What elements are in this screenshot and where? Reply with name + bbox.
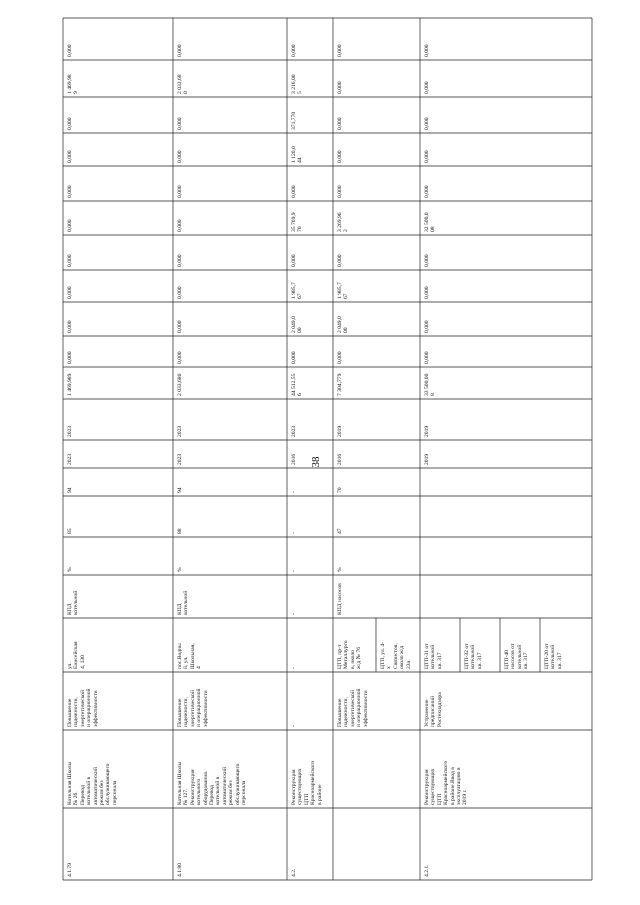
row_4_2_1-c2-cell: 0,000 xyxy=(424,320,430,333)
row_4_1_79-unit-cell: % xyxy=(67,567,73,572)
row_4_2_1-c3-cell: 0,000 xyxy=(424,286,430,299)
row_4_2-c4-cell: 0,000 xyxy=(291,254,297,267)
row_4_2-indicator-cell: - xyxy=(291,613,297,615)
row_4_2_1-sub3-cell: ЦТП-40 насосов от котельной кв. 317 xyxy=(504,643,530,669)
row_4_1_79-address-cell: ул. Енисейская 4, 130 xyxy=(67,641,86,669)
row_4_2-c1-cell: 0,000 xyxy=(291,351,297,364)
row_4_2-c5-cell: 35 769,9 70 xyxy=(291,212,304,232)
row_4_1_80-c2-cell: 0,000 xyxy=(177,320,183,333)
row_4_2-total-cell: 44 512,55 6 xyxy=(291,373,304,396)
row_4_2_purpose-total-cell: 7 304,779 xyxy=(337,373,343,396)
row_4_1_80-c9-cell: 2 033,68 0 xyxy=(177,74,190,94)
row_4_1_80-indicator-cell: КПД котельной xyxy=(177,590,190,615)
row_4_2_purpose-indicator-cell: КПД насосов xyxy=(337,583,343,615)
row_4_1_79-c7-cell: 0,000 xyxy=(67,150,73,163)
row_4_2_1-year-end-cell: 2019 xyxy=(424,425,430,437)
row_4_2-c3-cell: 1 985,7 67 xyxy=(291,282,304,299)
row_4_2-c10-cell: 0,000 xyxy=(291,44,297,57)
row_4_2_purpose-c6-cell: 0,000 xyxy=(337,185,343,198)
row_4_2_purpose-val-before-cell: 47 xyxy=(337,528,343,534)
row_4_1_79-c10-cell: 0,000 xyxy=(67,44,73,57)
row_4_2-val-after-cell: - xyxy=(291,491,297,493)
row_4_1_79-val-before-cell: 85 xyxy=(67,528,73,534)
row_4_2-val-before-cell: - xyxy=(291,532,297,534)
row_4_1_80-c8-cell: 0,000 xyxy=(177,117,183,130)
row_4_2_1-sub1-cell: ЦТП-31 от котельной кв. 317 xyxy=(424,643,443,669)
row_4_1_79-no-cell: 4.1.79 xyxy=(67,863,73,877)
row_4_2_purpose-address2-cell: ЦТП, ул. 4- х Связистов, около ж/д 23а xyxy=(380,641,412,669)
row_4_2_purpose-address-cell: ЦТП, пр-т Металлурго в, около ж/д № 76 xyxy=(337,640,363,669)
row_4_2_1-c9-cell: 0,000 xyxy=(424,81,430,94)
row_4_1_79-indicator-cell: КПД котельной xyxy=(67,590,80,615)
row_4_1_80-c5-cell: 0,000 xyxy=(177,219,183,232)
row_4_2_1-c1-cell: 0,000 xyxy=(424,351,430,364)
row_4_2_1-purpose-cell: Устранение предписаний Ростехнадзора xyxy=(424,692,443,727)
row_4_2_purpose-c8-cell: 0,000 xyxy=(337,117,343,130)
row_4_1_79-c3-cell: 0,000 xyxy=(67,286,73,299)
row_4_1_79-val-after-cell: 94 xyxy=(67,487,73,493)
row_4_2_purpose-c10-cell: 0,000 xyxy=(337,44,343,57)
row_4_1_79-year-start-cell: 2023 xyxy=(67,453,73,465)
row_4_1_80-c7-cell: 0,000 xyxy=(177,150,183,163)
page-number: 38 xyxy=(310,456,322,468)
row_4_2_purpose-c7-cell: 0,000 xyxy=(337,150,343,163)
row_4_2_1-c4-cell: 0,000 xyxy=(424,254,430,267)
row_4_1_80-val-before-cell: 88 xyxy=(177,528,183,534)
row_4_1_79-c6-cell: 0,000 xyxy=(67,185,73,198)
row_4_1_79-c9-cell: 1 469,98 9 xyxy=(67,74,80,94)
row_4_1_80-total-cell: 2 033,680 xyxy=(177,373,183,396)
row_4_1_79-purpose-cell: Повышение надежности, энергетической и операционной эффективности xyxy=(67,688,99,727)
row_4_2_1-c8-cell: 0,000 xyxy=(424,117,430,130)
row_4_1_80-c4-cell: 0,000 xyxy=(177,254,183,267)
row_4_2_1-sub2-cell: ЦТП-32 от котельной кв. 317 xyxy=(464,643,483,669)
row_4_2_purpose-c3-cell: 1 985,7 67 xyxy=(337,282,350,299)
row_4_2_1-c5-cell: 32 500,0 08 xyxy=(424,212,437,232)
row_4_2_purpose-unit-cell: % xyxy=(337,567,343,572)
row_4_1_79-c2-cell: 0,000 xyxy=(67,320,73,333)
row_4_1_80-unit-cell: % xyxy=(177,567,183,572)
row_4_1_80-c3-cell: 0,000 xyxy=(177,286,183,299)
row_4_1_80-c1-cell: 0,000 xyxy=(177,351,183,364)
row_4_2_purpose-c4-cell: 0,000 xyxy=(337,254,343,267)
row_4_1_80-val-after-cell: 94 xyxy=(177,487,183,493)
row_4_1_79-c8-cell: 0,000 xyxy=(67,117,73,130)
row_4_2-c7-cell: 1 120,0 44 xyxy=(291,146,304,163)
row_4_2_1-year-start-cell: 2019 xyxy=(424,453,430,465)
row_4_2-c2-cell: 2 049,0 00 xyxy=(291,316,304,333)
row_4_2_purpose-c2-cell: 2 049,0 00 xyxy=(337,316,350,333)
row_4_2-c9-cell: 3 216,00 5 xyxy=(291,74,304,94)
row_4_1_80-purpose-cell: Повышение надежности, энергетической и операционной эффективности xyxy=(177,688,209,727)
row_4_2_1-c7-cell: 0,000 xyxy=(424,150,430,163)
row_4_2-address-cell: - xyxy=(291,667,297,669)
row_4_2-c6-cell: 0,000 xyxy=(291,185,297,198)
row_4_2_purpose-val-after-cell: 70 xyxy=(337,487,343,493)
row_4_2-purpose-cell: - xyxy=(291,725,297,727)
row_4_2-no-cell: 4.2. xyxy=(291,868,297,877)
row_4_1_79-c4-cell: 0,000 xyxy=(67,254,73,267)
row_4_2_1-c6-cell: 0,000 xyxy=(424,185,430,198)
row_4_2-c8-cell: 371,770 xyxy=(291,111,297,130)
row_4_2_1-c10-cell: 0,000 xyxy=(424,44,430,57)
row_4_2-year-end-cell: 2023 xyxy=(291,425,297,437)
row_4_2_purpose-c9-cell: 0,000 xyxy=(337,81,343,94)
row_4_1_80-year-start-cell: 2023 xyxy=(177,453,183,465)
row_4_2_purpose-year-start-cell: 2016 xyxy=(337,453,343,465)
row_4_1_79-c1-cell: 0,000 xyxy=(67,351,73,364)
row_4_2_purpose-year-end-cell: 2019 xyxy=(337,425,343,437)
row_4_2_1-total-cell: 33 500,00 8 xyxy=(424,373,437,396)
row_4_1_79-year-end-cell: 2023 xyxy=(67,425,73,437)
row_4_2_purpose-purpose-cell: Повышение надежности, энергетической и операционной эффективности xyxy=(337,688,369,727)
row_4_1_80-no-cell: 4.1.80 xyxy=(177,863,183,877)
row_4_1_79-c5-cell: 0,000 xyxy=(67,219,73,232)
row_4_1_80-year-end-cell: 2023 xyxy=(177,425,183,437)
row_4_2-object-cell: Реконструкция существующих ЦТП Красноармейского в районе xyxy=(291,760,323,805)
row_4_2_purpose-c1-cell: 0,000 xyxy=(337,351,343,364)
row_4_2_1-object-cell: Реконструкция существующих ЦТП Красноармейского в районе.Ввод в эксплуатацию в 2019 г. xyxy=(424,760,469,805)
row_4_1_79-object-cell: Котельная Школы № 26. Перевод котельной в автоматический режим без обслуживающего персонала xyxy=(67,761,118,805)
row_4_2_1-no-cell: 4.2.1. xyxy=(424,864,430,877)
row_4_2-unit-cell: - xyxy=(291,570,297,572)
row_4_1_80-c6-cell: 0,000 xyxy=(177,185,183,198)
row_4_2_purpose-c5-cell: 3 269,96 2 xyxy=(337,212,350,232)
row_4_2-year-start-cell: 2016 xyxy=(291,453,297,465)
row_4_1_80-c10-cell: 0,000 xyxy=(177,44,183,57)
row_4_2_1-sub4-cell: ЦТП-20 от котельной кв. 317 xyxy=(544,643,563,669)
row_4_1_80-object-cell: Котельная Школы № 127. Реконструкция котельного оборудования. Перевод котельной в автоматический режим без обслуживающего персонала xyxy=(177,761,248,805)
row_4_1_79-total-cell: 1 469,989 xyxy=(67,373,73,396)
row_4_1_80-address-cell: пос.Водны й, ул. Школьная, 4 xyxy=(177,643,203,669)
